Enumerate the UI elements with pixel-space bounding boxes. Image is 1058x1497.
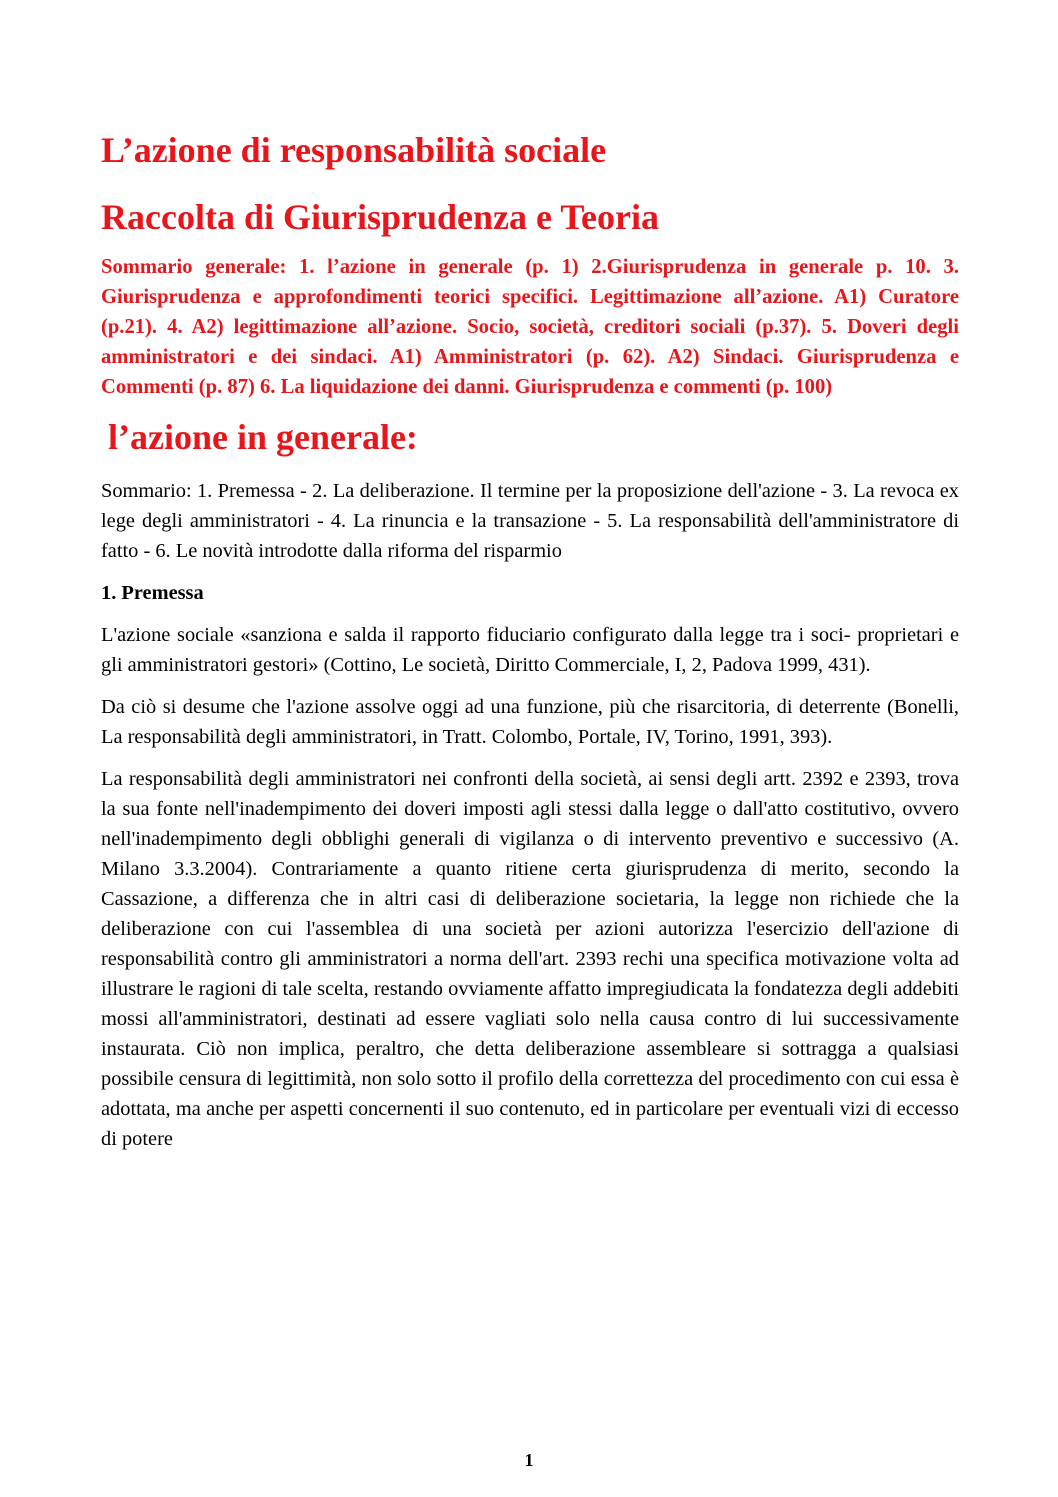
subsection-heading-premessa: 1. Premessa <box>101 582 204 604</box>
paragraph-1: L'azione sociale «sanziona e salda il rapporto fiduciario configurato dalla legge tra i soci- proprietari e gli amministratori gestori» (Cottino, Le società, Diritto Commerciale, I, 2, Padova 1999, 431). <box>101 624 959 676</box>
section-heading: l’azione in generale: <box>108 417 418 457</box>
section-summary: Sommario: 1. Premessa - 2. La deliberazione. Il termine per la proposizione dell'azione - 3. La revoca ex lege degli amministratori - 4. La rinuncia e la transazione - 5. La responsabilità dell'amministratore di fatto - 6. Le novità introdotte dalla riforma del risparmio <box>101 480 959 562</box>
general-summary: Sommario generale: 1. l’azione in generale (p. 1) 2.Giurisprudenza in generale p. 10. 3. Giurisprudenza e approfondimenti teorici specifici. Legittimazione all’azione. A1) Curatore (p.21). 4. A2) legittimazione all’azione. Socio, società, creditori sociali (p.37). 5. Doveri degli amministratori e dei sindaci. A1) Amministratori (p. 62). A2) Sindaci. Giurisprudenza e Commenti (p. 87) 6. La liquidazione dei danni. Giurisprudenza e commenti (p. 100) <box>101 256 959 398</box>
page-number: 1 <box>524 1450 534 1470</box>
document-title-line-2: Raccolta di Giurisprudenza e Teoria <box>101 197 659 237</box>
document-page <box>101 128 959 1154</box>
paragraph-2: Da ciò si desume che l'azione assolve oggi ad una funzione, più che risarcitoria, di deterrente (Bonelli, La responsabilità degli amministratori, in Tratt. Colombo, Portale, IV, Torino, 1991, 393). <box>101 696 959 748</box>
document-title-line-1: L’azione di responsabilità sociale <box>101 130 607 170</box>
paragraph-3: La responsabilità degli amministratori nei confronti della società, ai sensi degli artt. 2392 e 2393, trova la sua fonte nell'inadempimento dei doveri imposti agli stessi dalla legge o dall'atto costitutivo, ovvero nell'inadempimento degli obblighi generali di vigilanza o di intervento preventivo e successivo (A. Milano 3.3.2004). Contrariamente a quanto ritiene certa giurisprudenza di merito, secondo la Cassazione, a differenza che in altri casi di deliberazione societaria, la legge non richiede che la deliberazione con cui l'assemblea di una società per azioni autorizza l'esercizio dell'azione di responsabilità contro gli amministratori a norma dell'art. 2393 rechi una specifica motivazione volta ad illustrare le ragioni di tale scelta, restando ovviamente affatto impregiudicata la fondatezza degli addebiti mossi all'amministratori, destinati ad essere vagliati solo nella causa contro di lui successivamente instaurata. Ciò non implica, peraltro, che detta deliberazione assembleare si sottragga a qualsiasi possibile censura di legittimità, non solo sotto il profilo della correttezza del procedimento con cui essa è adottata, ma anche per aspetti concernenti il suo contenuto, ed in particolare per eventuali vizi di eccesso di potere <box>101 768 959 1150</box>
